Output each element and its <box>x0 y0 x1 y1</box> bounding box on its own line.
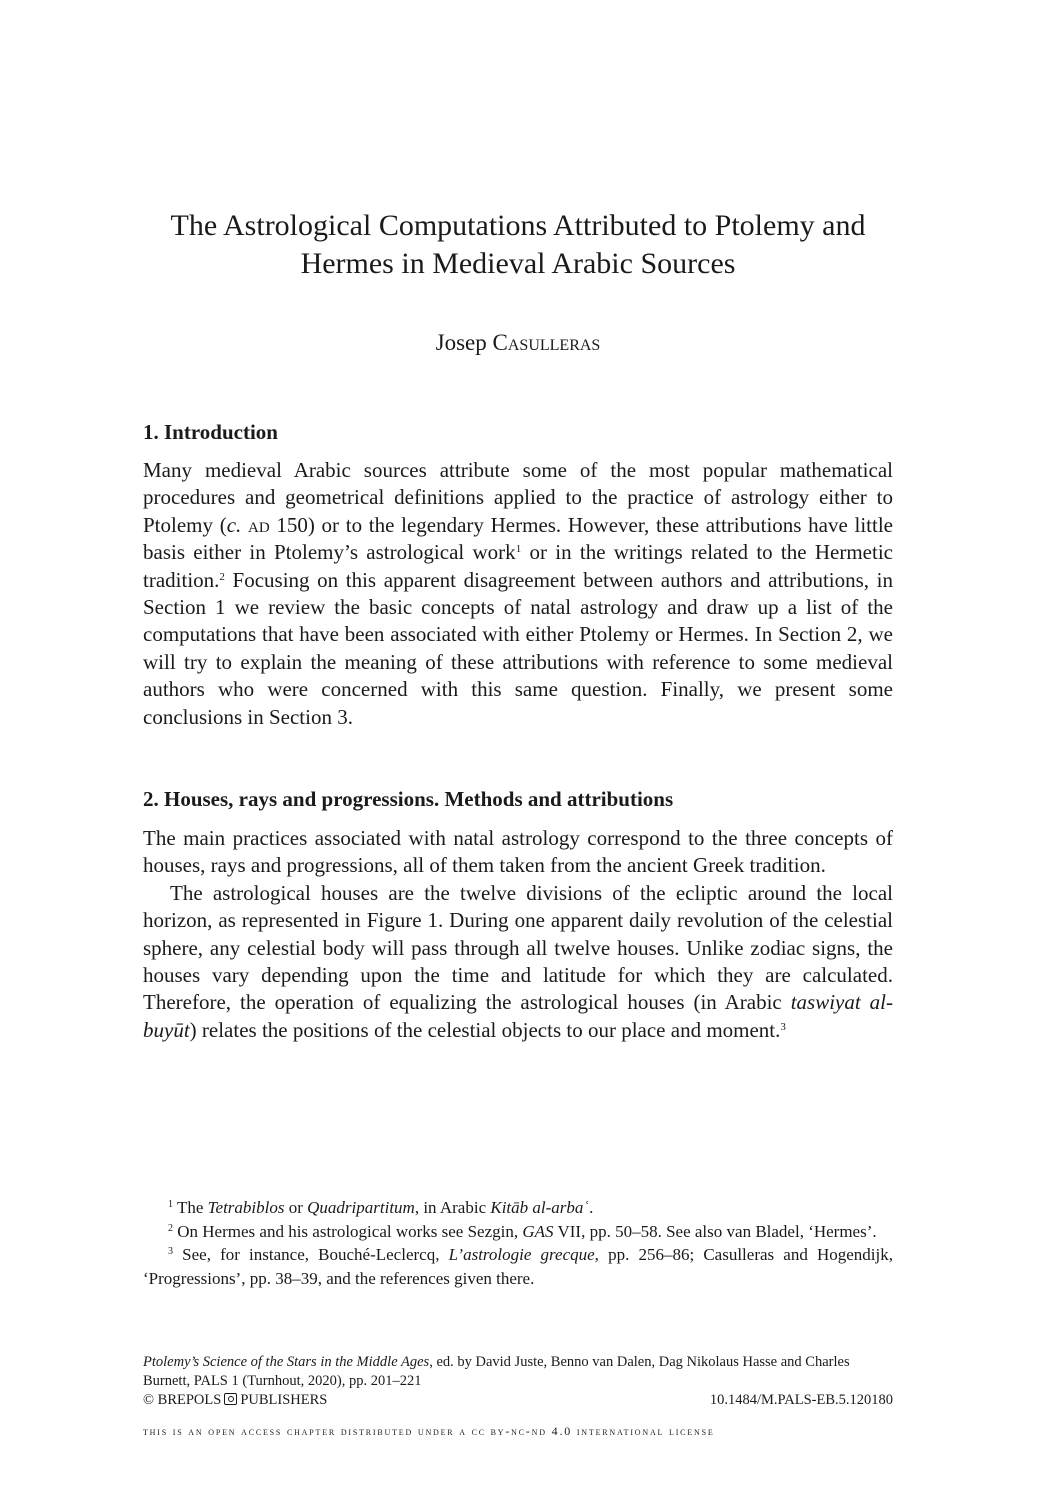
footnote-1: $^1$ The Tetrabiblos or Quadripartitum, in Arabic Kitāb al-arbaʿ. <box>168 1198 594 1217</box>
citation: Ptolemy’s Science of the Stars in the Middle Ages, ed. by David Juste, Benno van Dalen, Dag Nikolaus Hasse and Charles Burnett, PALS 1 (Turnhout, 2020), pp. 201–221 <box>143 1354 850 1389</box>
title-line-1: The Astrological Computations Attributed to Ptolemy and <box>170 209 866 242</box>
brepols-logo-icon <box>224 1393 237 1405</box>
section-1-heading: 1. Introduction <box>143 420 278 444</box>
section-2-paragraph-1: The main practices associated with natal astrology correspond to the three concepts of houses, rays and progressions, all of them taken from the ancient Greek tradition. <box>143 826 893 878</box>
author-name <box>143 328 893 358</box>
section-2-paragraph-2: The astrological houses are the twelve divisions of the ecliptic around the local horizon, as represented in Figure 1. During one apparent daily revolution of the celestial sphere, any celestial body will pass through all twelve houses. Unlike zodiac signs, the houses vary depending upon the time and latitude for which they are calculated. Therefore, the operation of equalizing the astrological houses (in Arabic taswiyat al-buyūt) relates the positions of the celestial objects to our place and moment.$^3$ <box>143 880 893 1042</box>
title-line-2: Hermes in Medieval Arabic Sources <box>300 247 736 280</box>
book-title: Ptolemy’s Science of the Stars in the Middle Ages <box>143 1354 430 1370</box>
footnote-2: $^2$ On Hermes and his astrological works see Sezgin, GAS VII, pp. 50–58. See also van Bladel, ‘Hermes’. <box>168 1221 877 1241</box>
footnotes <box>143 1196 893 1290</box>
footnote-ref-3[interactable]: 3 <box>780 1020 786 1033</box>
footnote-ref-2[interactable]: 2 <box>219 570 225 583</box>
section-2-heading: 2. Houses, rays and progressions. Methods and attributions <box>143 787 674 811</box>
license-notice: this is an open access chapter distributed under a cc by-nc-nd 4.0 international license <box>143 1424 715 1438</box>
paper-title <box>143 207 893 283</box>
author-given-name: Josep <box>435 330 487 355</box>
publisher-row <box>143 1391 893 1410</box>
section-2-body <box>143 825 893 1044</box>
section-1-body <box>143 457 893 731</box>
publisher: © BREPOLS PUBLISHERS <box>143 1392 328 1408</box>
section-1-paragraph-1: Many medieval Arabic sources attribute some of the most popular mathematical procedures and geometrical definitions applied to the practice of astrology either to Ptolemy (c. ad 150) or to the legendary Hermes. However, these attributions have little basis either in Ptolemy’s astrological work$^1$ or in the writings related to the Hermetic tradition.$^2$ Focusing on this apparent disagreement between authors and attributions, in Section 1 we review the basic concepts of natal astrology and draw up a list of the computations that have been associated with either Ptolemy or Hermes. In Section 2, we will try to explain the meaning of these attributions with reference to some medieval authors who were concerned with this same question. Finally, we present some conclusions in Section 3. <box>143 458 894 729</box>
author-family-name: Casulleras <box>492 330 601 355</box>
publication-info <box>143 1353 893 1452</box>
doi[interactable]: 10.1484/M.PALS-EB.5.120180 <box>709 1392 893 1408</box>
footnote-3: $^3$ See, for instance, Bouché-Leclercq, L’astrologie grecque, pp. 256–86; Casulleras and Hogendijk, ‘Progressions’, pp. 38–39, and the references given there. <box>143 1245 894 1288</box>
footnote-ref-1[interactable]: 1 <box>515 543 522 556</box>
